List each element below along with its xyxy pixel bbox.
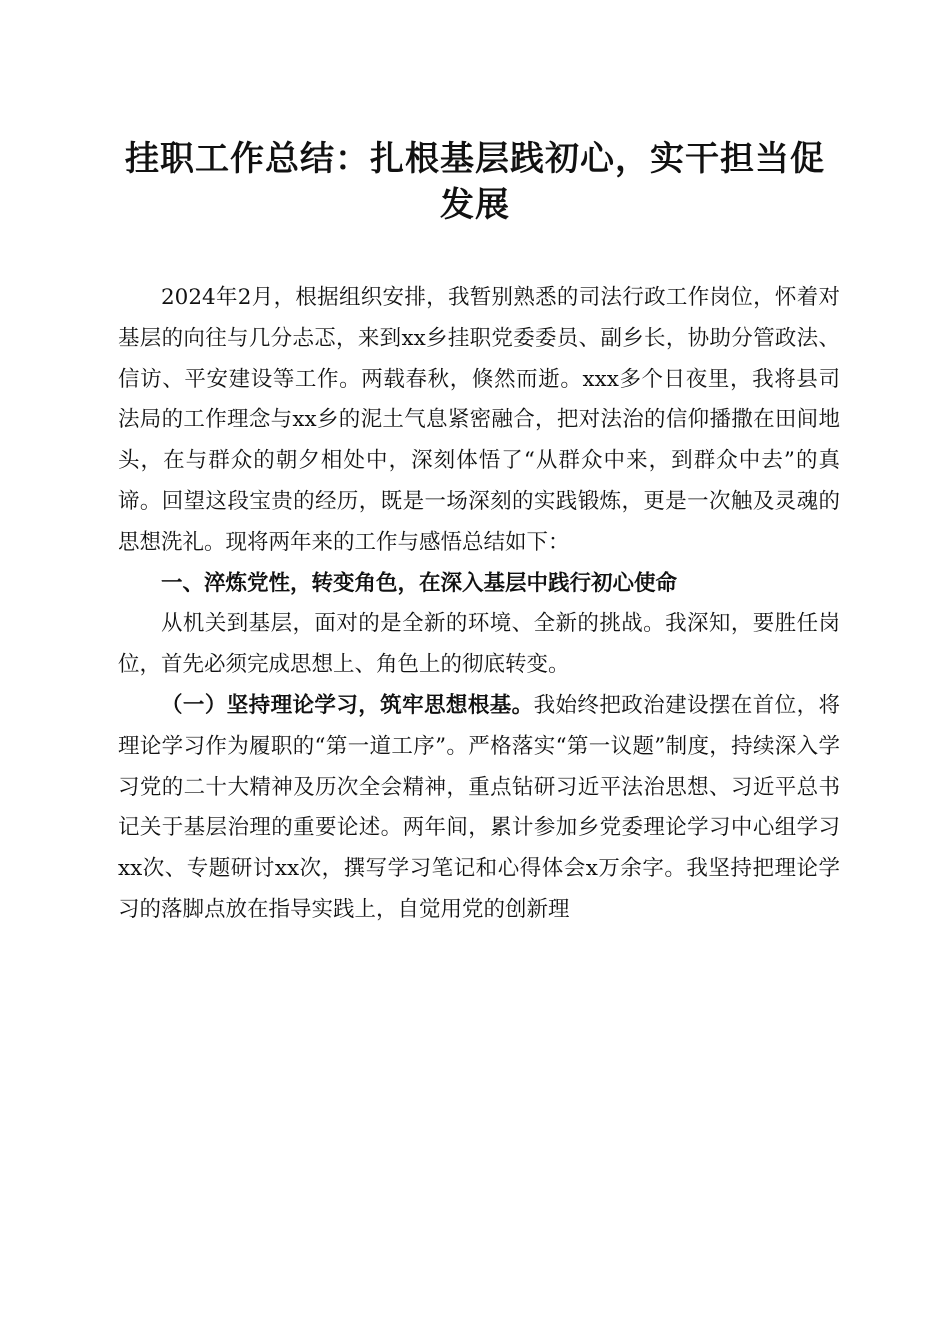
intro-paragraph: 2024年2月，根据组织安排，我暂别熟悉的司法行政工作岗位，怀着对基层的向往与几分忐忑，来到xx乡挂职党委委员、副乡长，协助分管政法、信访、平安建设等工作。两载春秋，倏然而逝。xxx多个日夜里，我将县司法局的工作理念与xx乡的泥土气息紧密融合，把对法治的信仰播撒在田间地头，在与群众的朝夕相处中，深刻体悟了“从群众中来，到群众中去”的真谛。回望这段宝贵的经历，既是一场深刻的实践锻炼，更是一次触及灵魂的思想洗礼。现将两年来的工作与感悟总结如下： — [118, 285, 840, 555]
document-title: 挂职工作总结：扎根基层践初心，实干担当促发展 — [125, 139, 825, 225]
subsection-heading: （一）坚持理论学习，筑牢思想根基。 — [161, 692, 534, 718]
section-intro-paragraph: 从机关到基层，面对的是全新的环境、全新的挑战。我深知，要胜任岗位，首先必须完成思想上、角色上的彻底转变。 — [118, 611, 840, 678]
document-body — [118, 278, 840, 931]
subsection-paragraph — [118, 686, 840, 931]
section-heading: 一、淬炼党性，转变角色，在深入基层中践行初心使命 — [161, 570, 678, 596]
subsection-body: 我始终把政治建设摆在首位，将理论学习作为履职的“第一道工序”。严格落实“第一议题”制度，持续深入学习党的二十大精神及历次全会精神，重点钻研习近平法治思想、习近平总书记关于基层治理的重要论述。两年间，累计参加乡党委理论学习中心组学习xx次、专题研讨xx次，撰写学习笔记和心得体会x万余字。我坚持把理论学习的落脚点放在指导实践上，自觉用党的创新理 — [118, 692, 840, 922]
